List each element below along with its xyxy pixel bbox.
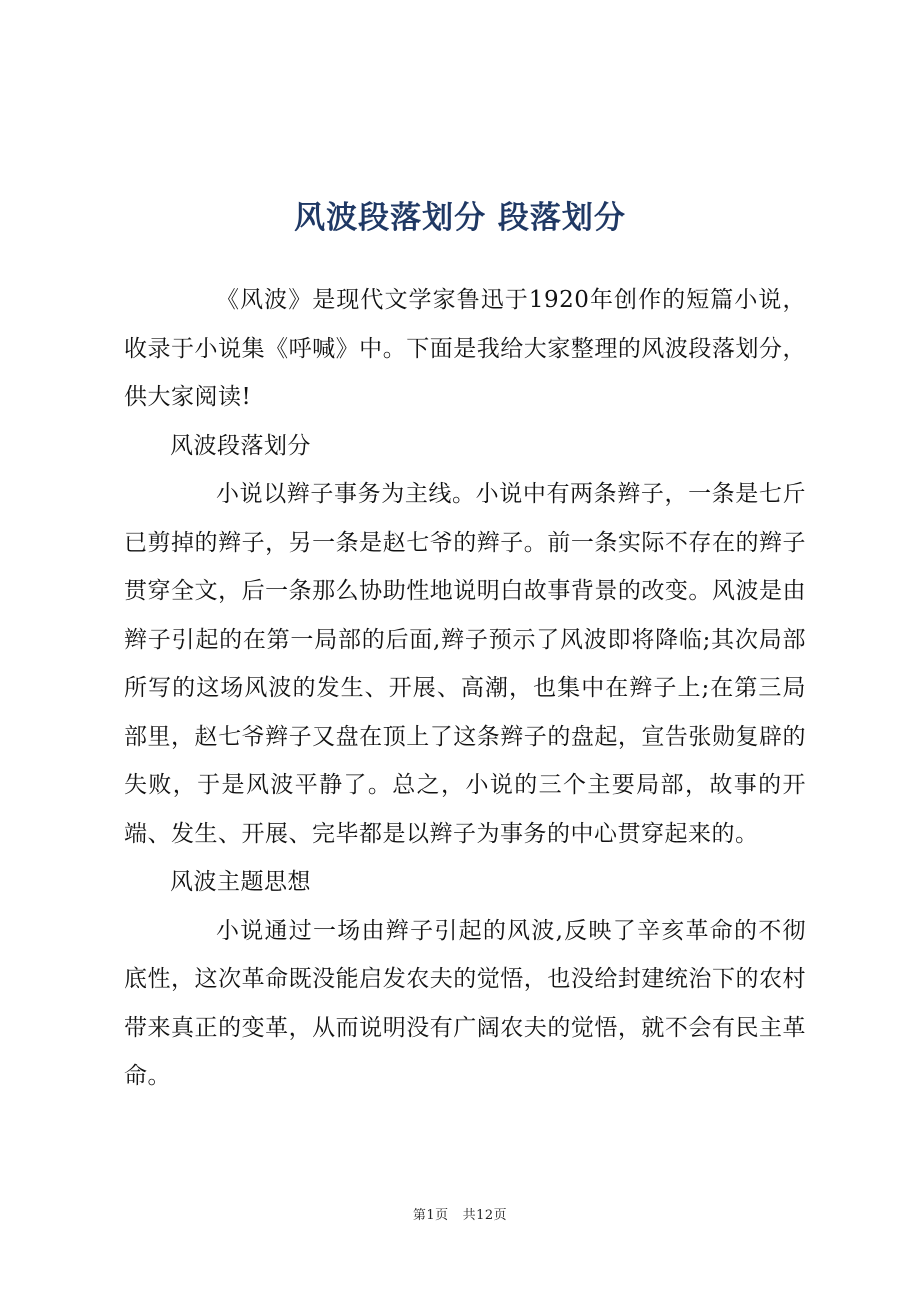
page-number: 第1页: [412, 1208, 449, 1223]
page-total: 共12页: [462, 1208, 508, 1223]
document-body: [124, 276, 806, 1101]
section-heading-paragraph-division: 风波段落划分: [170, 432, 311, 459]
paragraph-division-text: 小说以辫子事务为主线。小说中有两条辫子，一条是七斤已剪掉的辫子，另一条是赵七爷的辫子。前一条实际不存在的辫子贯穿全文，后一条那么协助性地说明白故事背景的改变。风波是由辫子引起的在第一局部的后面,辫子预示了风波即将降临;其次局部所写的这场风波的发生、开展、高潮，也集中在辫子上;在第三局部里，赵七爷辫子又盘在顶上了这条辫子的盘起，宣告张勋复辟的失败，于是风波平静了。总之，小说的三个主要局部，故事的开端、发生、开展、完毕都是以辫子为事务的中心贯穿起来的。: [124, 481, 806, 847]
theme-text: 小说通过一场由辫子引起的风波,反映了辛亥革命的不彻底性，这次革命既没能启发农夫的觉悟，也没给封建统治下的农村带来真正的变革，从而说明没有广阔农夫的觉悟，就不会有民主革命。: [124, 917, 806, 1089]
page-title: 风波段落划分 段落划分: [294, 200, 626, 236]
intro-paragraph: 《风波》是现代文学家鲁迅于1920年创作的短篇小说，收录于小说集《呼喊》中。下面是我给大家整理的风波段落划分，供大家阅读!: [124, 287, 806, 410]
page-footer: [0, 1204, 920, 1223]
section-heading-theme: 风波主题思想: [170, 869, 311, 895]
